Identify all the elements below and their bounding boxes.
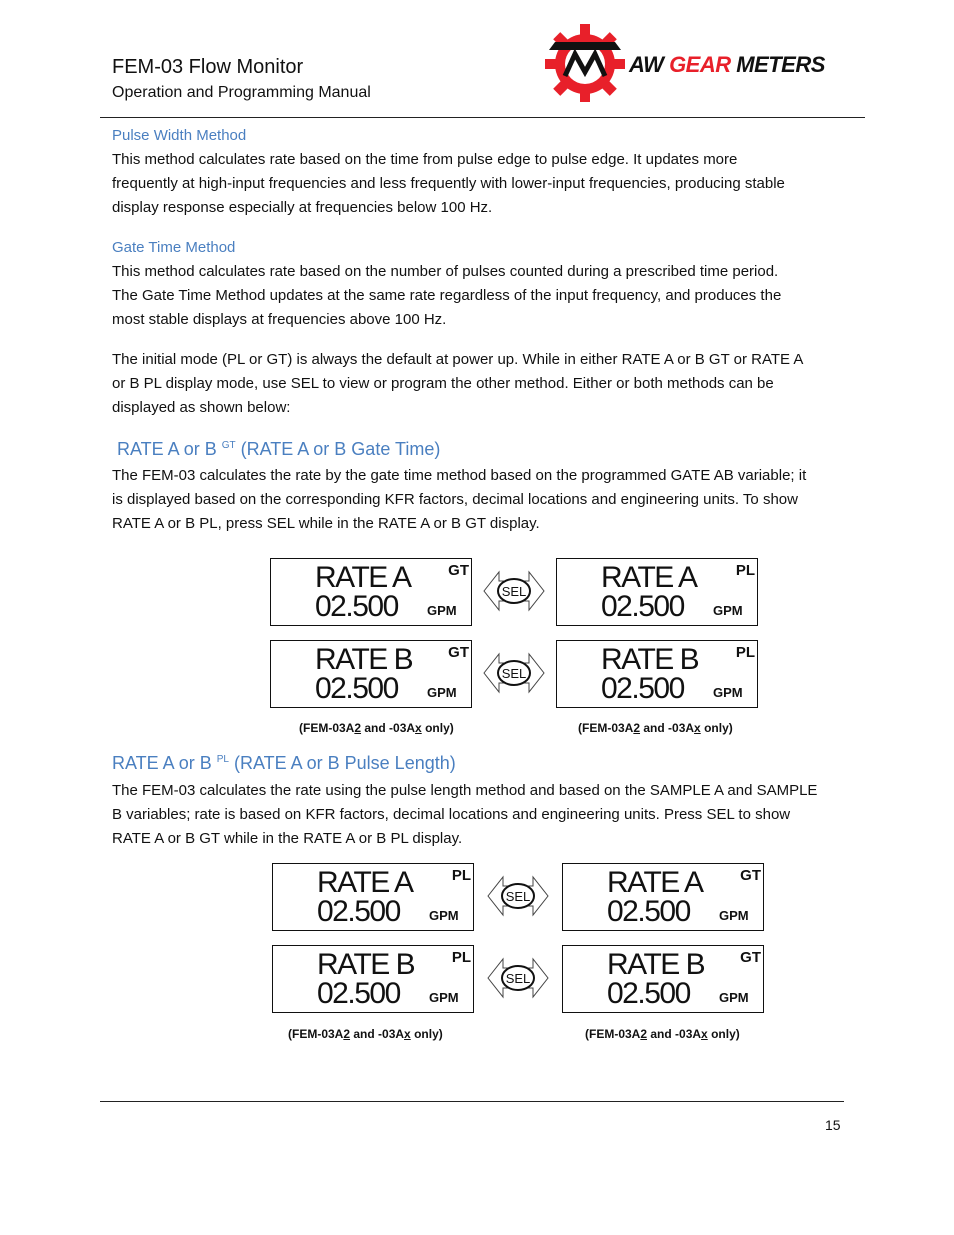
lcd-display-rate-a-gt — [562, 863, 764, 931]
document-subtitle: Operation and Programming Manual — [112, 84, 371, 101]
lcd-label: RATE B — [315, 643, 413, 676]
lcd-mode-tag: GT — [740, 949, 761, 966]
logo-word-meters: METERS — [730, 52, 825, 77]
paragraph-rate-gt — [112, 464, 842, 536]
text-line: The Gate Time Method updates at the same rate regardless of the input frequency, and produces the — [112, 287, 782, 304]
lcd-mode-tag: GT — [740, 867, 761, 884]
caption-text: only) — [410, 1027, 443, 1041]
caption-text: only) — [421, 721, 454, 735]
header-divider — [100, 117, 865, 118]
lcd-label: RATE A — [315, 561, 411, 594]
text-line: The FEM-03 calculates the rate using the pulse length method and based on the SAMPLE A and SAMPLE — [112, 782, 818, 799]
sel-label: SEL — [501, 584, 527, 599]
text-line: B variables; rate is based on KFR factors, decimal locations and engineering units. Press SEL to show — [112, 806, 791, 823]
page-number: 15 — [825, 1117, 841, 1133]
heading-superscript: PL — [216, 754, 229, 765]
caption-underlined: 2 — [640, 1027, 648, 1041]
caption-underlined: x — [415, 721, 422, 735]
lcd-unit: GPM — [713, 603, 743, 618]
text-line: is displayed based on the corresponding KFR factors, decimal locations and engineering units. To show — [112, 491, 798, 508]
caption-text: only) — [700, 721, 733, 735]
text-line: display response especially at frequencies below 100 Hz. — [112, 199, 493, 216]
lcd-label: RATE A — [607, 866, 703, 899]
caption-underlined: x — [701, 1027, 708, 1041]
lcd-label: RATE B — [601, 643, 699, 676]
lcd-unit: GPM — [429, 990, 459, 1005]
heading-text: RATE A or B — [112, 753, 217, 773]
lcd-display-rate-b-pl — [556, 640, 758, 708]
lcd-value: 02.500 — [601, 590, 684, 623]
caption-underlined: 2 — [343, 1027, 351, 1041]
caption-text: (FEM-03A — [299, 721, 355, 735]
lcd-display-rate-b-gt — [270, 640, 472, 708]
caption-text: and -03A — [647, 1027, 702, 1041]
lcd-value: 02.500 — [317, 977, 400, 1010]
text-line: displayed as shown below: — [112, 399, 291, 416]
sel-double-arrow-icon — [487, 875, 549, 917]
lcd-unit: GPM — [713, 685, 743, 700]
lcd-unit: GPM — [429, 908, 459, 923]
figure-caption — [299, 721, 454, 735]
caption-text: and -03A — [361, 721, 416, 735]
lcd-label: RATE A — [601, 561, 697, 594]
lcd-display-rate-a-pl — [272, 863, 474, 931]
section-heading-rate-pl — [112, 753, 456, 774]
text-line: This method calculates rate based on the number of pulses counted during a prescribed time period. — [112, 263, 779, 280]
caption-underlined: 2 — [354, 721, 362, 735]
lcd-unit: GPM — [719, 990, 749, 1005]
paragraph-initial-mode — [112, 348, 842, 420]
footer-divider — [100, 1101, 844, 1102]
text-line: frequently at high-input frequencies and less frequently with lower-input frequencies, producing stable — [112, 175, 785, 192]
logo-wordmark — [629, 52, 825, 78]
caption-text: (FEM-03A — [578, 721, 634, 735]
text-line: RATE A or B PL, press SEL while in the RATE A or B GT display. — [112, 515, 540, 532]
text-line: The initial mode (PL or GT) is always the default at power up. While in either RATE A or B GT or RATE A — [112, 351, 804, 368]
paragraph-pulse-width — [112, 148, 842, 220]
sel-double-arrow-icon — [483, 570, 545, 612]
caption-text: and -03A — [350, 1027, 405, 1041]
sel-double-arrow-icon — [487, 957, 549, 999]
heading-text: RATE A or B — [117, 439, 222, 459]
heading-text: (RATE A or B Pulse Length) — [228, 753, 456, 773]
lcd-mode-tag: GT — [448, 644, 469, 661]
lcd-mode-tag: GT — [448, 562, 469, 579]
paragraph-rate-pl — [112, 779, 842, 851]
figure-caption — [288, 1027, 443, 1041]
lcd-label: RATE B — [607, 948, 705, 981]
lcd-mode-tag: PL — [735, 562, 755, 579]
lcd-display-rate-a-gt — [270, 558, 472, 626]
document-title: FEM-03 Flow Monitor — [112, 56, 304, 78]
section-heading-rate-gt — [117, 439, 440, 460]
caption-text: (FEM-03A — [288, 1027, 344, 1041]
text-line: or B PL display mode, use SEL to view or program the other method. Either or both methods can be — [112, 375, 774, 392]
lcd-value: 02.500 — [607, 977, 690, 1010]
caption-underlined: 2 — [633, 721, 641, 735]
lcd-value: 02.500 — [315, 672, 398, 705]
sel-double-arrow-icon — [483, 652, 545, 694]
logo-word-gear: GEAR — [669, 52, 731, 77]
lcd-mode-tag: PL — [451, 867, 471, 884]
lcd-value: 02.500 — [601, 672, 684, 705]
caption-text: and -03A — [640, 721, 695, 735]
text-line: RATE A or B GT while in the RATE A or B PL display. — [112, 830, 463, 847]
lcd-value: 02.500 — [317, 895, 400, 928]
lcd-display-rate-b-pl — [272, 945, 474, 1013]
figure-caption — [585, 1027, 740, 1041]
lcd-value: 02.500 — [607, 895, 690, 928]
lcd-display-rate-a-pl — [556, 558, 758, 626]
sel-label: SEL — [505, 971, 531, 986]
figure-caption — [578, 721, 733, 735]
lcd-label: RATE A — [317, 866, 413, 899]
lcd-unit: GPM — [719, 908, 749, 923]
lcd-value: 02.500 — [315, 590, 398, 623]
lcd-unit: GPM — [427, 603, 457, 618]
text-line: most stable displays at frequencies above 100 Hz. — [112, 311, 447, 328]
lcd-mode-tag: PL — [451, 949, 471, 966]
caption-underlined: x — [404, 1027, 411, 1041]
heading-superscript: GT — [221, 440, 236, 451]
heading-text: (RATE A or B Gate Time) — [235, 439, 441, 459]
lcd-label: RATE B — [317, 948, 415, 981]
sel-label: SEL — [505, 889, 531, 904]
text-line: The FEM-03 calculates the rate by the gate time method based on the programmed GATE AB variable; it — [112, 467, 807, 484]
text-line: This method calculates rate based on the time from pulse edge to pulse edge. It updates more — [112, 151, 738, 168]
logo-word-aw: AW — [629, 52, 670, 77]
caption-text: only) — [707, 1027, 740, 1041]
caption-text: (FEM-03A — [585, 1027, 641, 1041]
lcd-unit: GPM — [427, 685, 457, 700]
section-heading-pulse-width: Pulse Width Method — [112, 127, 247, 144]
caption-underlined: x — [694, 721, 701, 735]
paragraph-gate-time — [112, 260, 842, 332]
lcd-display-rate-b-gt — [562, 945, 764, 1013]
lcd-mode-tag: PL — [735, 644, 755, 661]
sel-label: SEL — [501, 666, 527, 681]
section-heading-gate-time: Gate Time Method — [112, 239, 236, 256]
